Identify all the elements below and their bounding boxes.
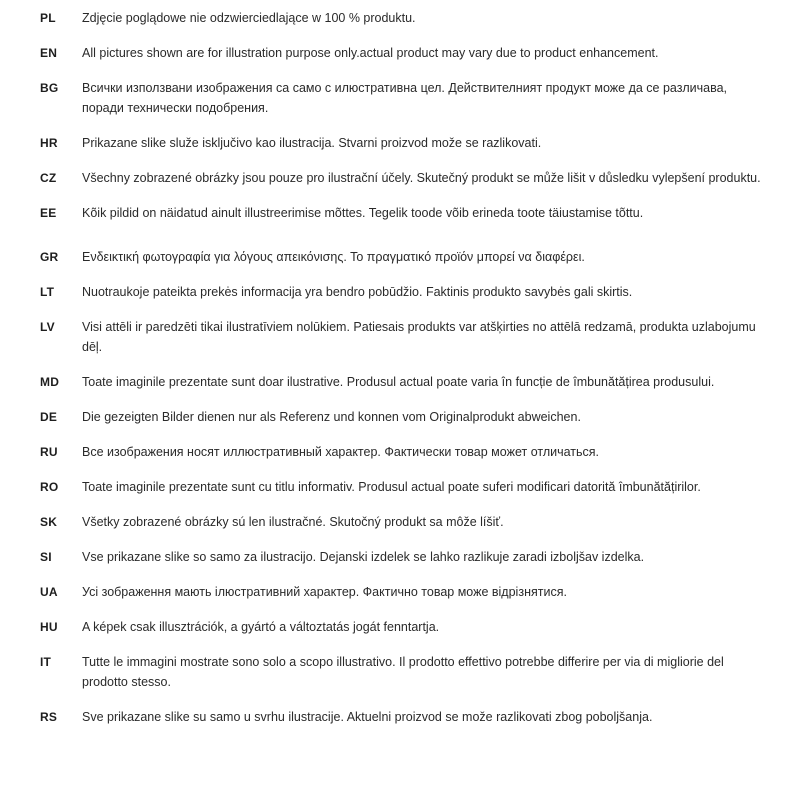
disclaimer-row (40, 282, 770, 302)
language-code: UA (40, 585, 58, 599)
disclaimer-text: Die gezeigten Bilder dienen nur als Referenz und konnen vom Originalprodukt abweichen. (82, 410, 581, 424)
language-code: LV (40, 320, 55, 334)
language-code: RU (40, 445, 58, 459)
language-code: IT (40, 655, 52, 669)
disclaimer-text: Toate imaginile prezentate sunt doar ilustrative. Produsul actual poate varia în funcție de îmbunătățirea produsului. (82, 375, 715, 389)
disclaimer-text: Kõik pildid on näidatud ainult illustreerimise mõttes. Tegelik toode võib erineda toote täiustamise tõttu. (82, 206, 644, 220)
disclaimer-text: Zdjęcie poglądowe nie odzwierciedlające w 100 % produktu. (82, 11, 416, 25)
disclaimer-text: All pictures shown are for illustration purpose only.actual product may vary due to product enhancement. (82, 46, 659, 60)
disclaimer-row (40, 582, 770, 602)
disclaimer-row (40, 547, 770, 567)
language-code: RO (40, 480, 59, 494)
disclaimer-row (40, 372, 770, 392)
language-code: SI (40, 550, 52, 564)
language-code: CZ (40, 171, 57, 185)
disclaimer-row (40, 707, 770, 727)
language-code: EE (40, 206, 57, 220)
disclaimer-row (40, 317, 770, 357)
disclaimer-row (40, 407, 770, 427)
disclaimer-row (40, 512, 770, 532)
disclaimer-text: Nuotraukoje pateikta prekės informacija yra bendro pobūdžio. Faktinis produkto savybės gali skirtis. (82, 285, 633, 299)
disclaimer-text: A képek csak illusztrációk, a gyártó a változtatás jogát fenntartja. (82, 620, 440, 634)
language-code: EN (40, 46, 58, 60)
disclaimer-row (40, 168, 770, 188)
disclaimer-text: Všechny zobrazené obrázky jsou pouze pro ilustrační účely. Skutečný produkt se může lišit v důsledku vylepšení produktu. (82, 171, 761, 185)
disclaimer-text: Visi attēli ir paredzēti tikai ilustratīviem nolūkiem. Patiesais produkts var atšķirties no attēlā redzamā, produkta uzlabojumu dēļ. (82, 320, 756, 354)
language-code: GR (40, 250, 59, 264)
disclaimer-row (40, 652, 770, 692)
language-code: LT (40, 285, 55, 299)
disclaimer-text: Tutte le immagini mostrate sono solo a scopo illustrativo. Il prodotto effettivo potrebbe differire per via di migliorie del prodotto stesso. (82, 655, 724, 689)
disclaimer-text: Всички използвани изображения са само с илюстративна цел. Действителният продукт може да се различава, поради технически подобрения. (82, 81, 727, 115)
disclaimer-row (40, 78, 770, 118)
disclaimer-list (40, 8, 770, 727)
language-code: BG (40, 81, 59, 95)
disclaimer-row (40, 8, 770, 28)
disclaimer-row (40, 133, 770, 153)
disclaimer-text: Sve prikazane slike su samo u svrhu ilustracije. Aktuelni proizvod se može razlikovati zbog poboljšanja. (82, 710, 653, 724)
disclaimer-text: Vse prikazane slike so samo za ilustracijo. Dejanski izdelek se lahko razlikuje zaradi izboljšav izdelka. (82, 550, 645, 564)
language-code: DE (40, 410, 58, 424)
language-code: PL (40, 11, 56, 25)
disclaimer-row (40, 43, 770, 63)
disclaimer-row (40, 617, 770, 637)
language-code: SK (40, 515, 58, 529)
disclaimer-text: Všetky zobrazené obrázky sú len ilustračné. Skutočný produkt sa môže líšiť. (82, 515, 504, 529)
disclaimer-text: Toate imaginile prezentate sunt cu titlu informativ. Produsul actual poate suferi modificari datorită îmbunătățirilor. (82, 480, 701, 494)
disclaimer-row (40, 477, 770, 497)
disclaimer-row (40, 247, 770, 267)
disclaimer-row (40, 203, 770, 223)
language-code: MD (40, 375, 60, 389)
language-code: HR (40, 136, 58, 150)
language-code: HU (40, 620, 58, 634)
disclaimer-text: Усі зображення мають ілюстративний характер. Фактично товар може відрізнятися. (82, 585, 567, 599)
disclaimer-text: Все изображения носят иллюстративный характер. Фактически товар может отличаться. (82, 445, 600, 459)
disclaimer-text: Prikazane slike služe isključivo kao ilustracija. Stvarni proizvod može se razlikovati. (82, 136, 542, 150)
language-code: RS (40, 710, 58, 724)
disclaimer-text: Ενδεικτική φωτογραφία για λόγους απεικόνισης. Το πραγματικό προϊόν μπορεί να διαφέρει. (82, 250, 585, 264)
disclaimer-row (40, 442, 770, 462)
